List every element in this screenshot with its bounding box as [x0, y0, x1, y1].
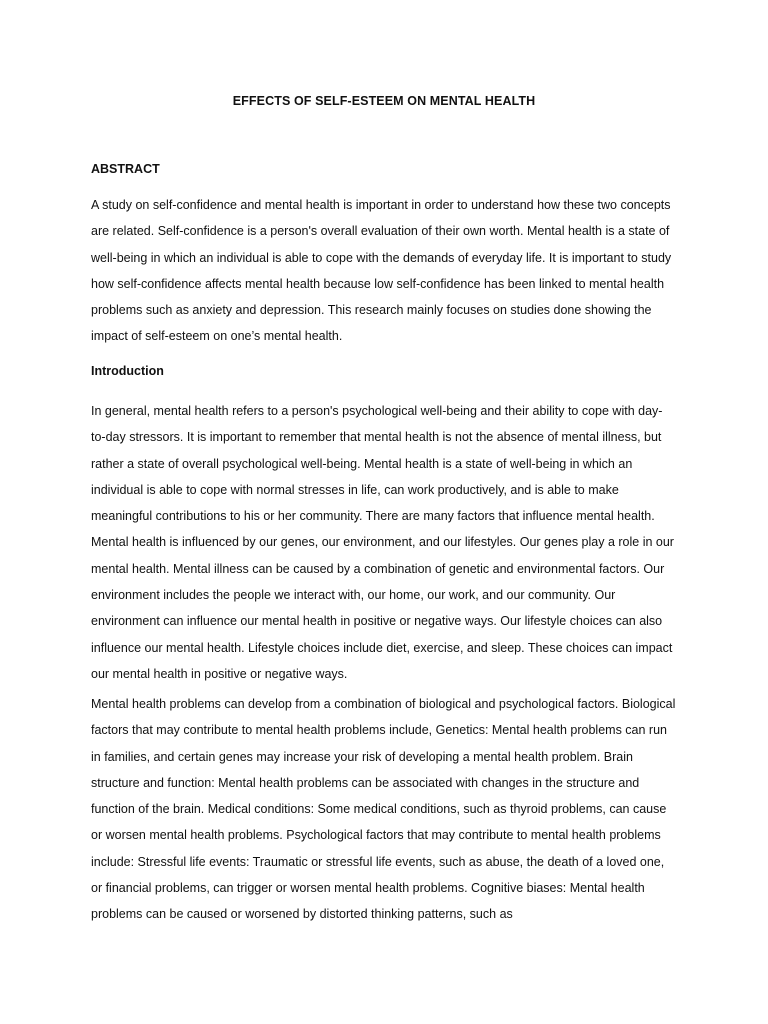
factors-paragraph: Mental health problems can develop from a combination of biological and psychological factors. Biological factors that may contribute to mental health problems include, Genetics: Mental health problems can run in families, and certain genes may increase your risk of developing a mental health problem. Brain structure and function: Mental health problems can be associated with changes in the structure and function of the brain. Medical conditions: Some medical conditions, such as thyroid problems, can cause or worsen mental health problems. Psychological factors that may contribute to mental health problems include: Stressful life events: Traumatic or stressful life events, such as abuse, the death of a loved one, or financial problems, can trigger or worsen mental health problems. Cognitive biases: Mental health problems can be caused or worsened by distorted thinking patterns, such as [91, 697, 676, 922]
abstract-heading: ABSTRACT [91, 162, 160, 176]
introduction-paragraph: In general, mental health refers to a person's psychological well-being and their ability to cope with day-to-day stressors. It is important to remember that mental health is not the absence of mental illness, but rather a state of overall psychological well-being. Mental health is a state of well-being in which an individual is able to cope with normal stresses in life, can work productively, and is able to make meaningful contributions to his or her community. There are many factors that influence mental health. Mental health is influenced by our genes, our environment, and our lifestyles. Our genes play a role in our mental health. Mental illness can be caused by a combination of genetic and environmental factors. Our environment includes the people we interact with, our home, our work, and our community. Our environment can influence our mental health in positive or negative ways. Our lifestyle choices can also influence our mental health. Lifestyle choices include diet, exercise, and sleep. These choices can impact our mental health in positive or negative ways. [91, 404, 674, 681]
introduction-heading: Introduction [91, 364, 164, 378]
document-title: EFFECTS OF SELF-ESTEEM ON MENTAL HEALTH [232, 94, 536, 108]
abstract-paragraph: A study on self-confidence and mental health is important in order to understand how these two concepts are related. Self-confidence is a person's overall evaluation of their own worth. Mental health is a state of well-being in which an individual is able to cope with the demands of everyday life. It is important to study how self-confidence affects mental health because low self-confidence has been linked to mental health problems such as anxiety and depression. This research mainly focuses on studies done showing the impact of self-esteem on one’s mental health. [91, 198, 672, 344]
